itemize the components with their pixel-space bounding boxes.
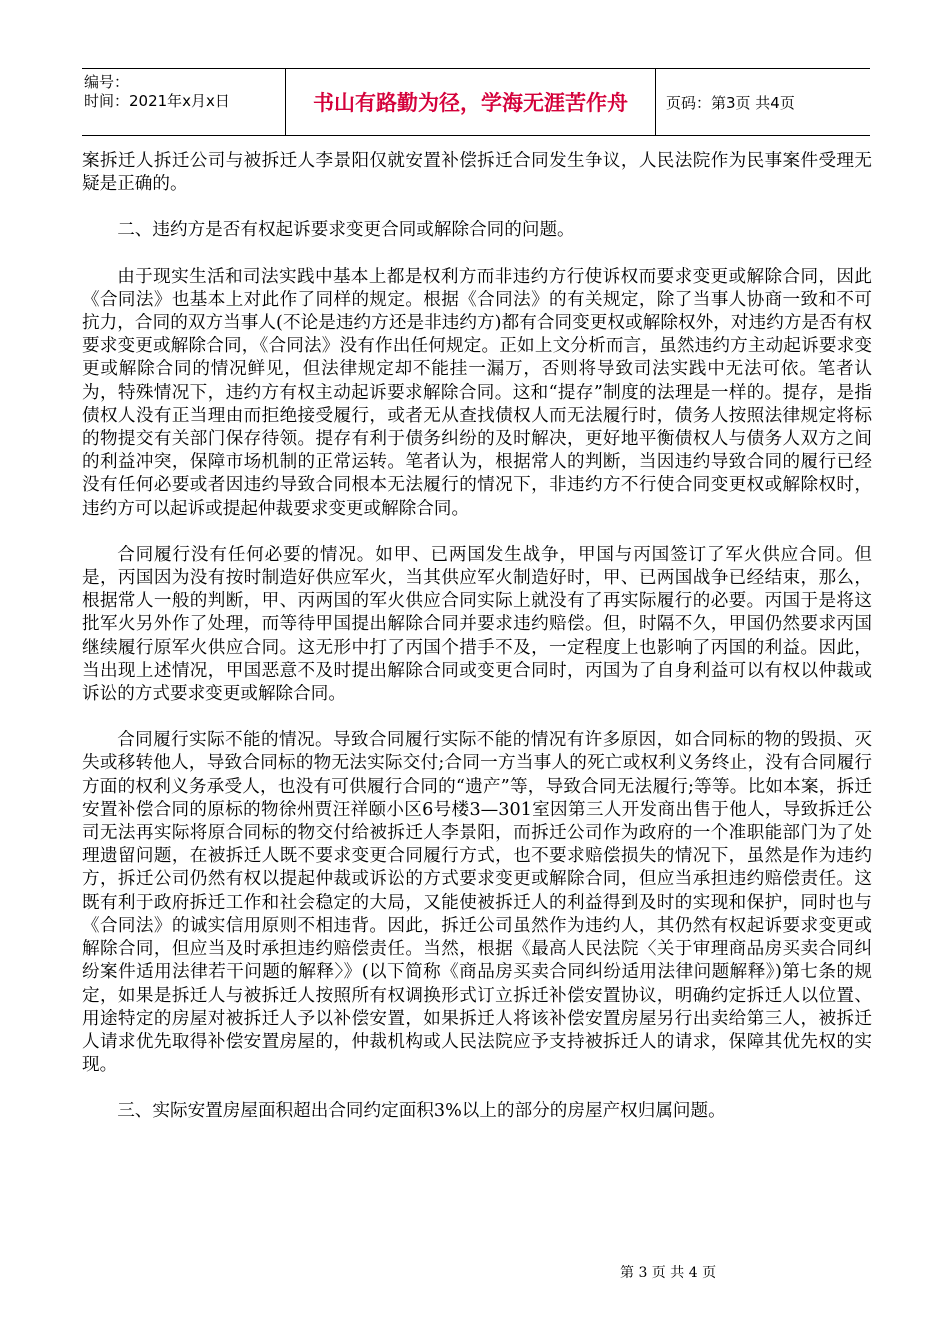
header-meta <box>82 69 286 135</box>
section-heading-3: 三、实际安置房屋面积超出合同约定面积3%以上的部分的房屋产权归属问题。 <box>117 1101 726 1122</box>
number-label: 编号： <box>84 73 130 91</box>
header-motto: 书山有路勤为径，学海无涯苦作舟 <box>286 69 656 135</box>
footer-page-number: 第 3 页 共 4 页 <box>620 1265 717 1281</box>
section-heading-2: 二、违约方是否有权起诉要求变更合同或解除合同的问题。 <box>117 220 575 241</box>
header-page-info: 页码：第3页 共4页 <box>666 93 795 112</box>
page-header <box>82 68 870 136</box>
document-body <box>82 150 872 1147</box>
date-label: 时间：2021年x月x日 <box>84 92 230 110</box>
paragraph-2: 由于现实生活和司法实践中基本上都是权利方而非违约方行使诉权而要求变更或解除合同，因此《合同法》也基本上对此作了同样的规定。根据《合同法》的有关规定，除了当事人协商一致和不可抗力，合同的双方当事人(不论是违约方还是非违约方)都有合同变更权或解除权外，对违约方是否有权要求变更或解除合同，《合同法》没有作出任何规定。正如上文分析而言，虽然违约方主动起诉要求变更或解除合同的情况鲜见，但法律规定却不能挂一漏万，否则将导致司法实践中无法可依。笔者认为，特殊情况下，违约方有权主动起诉要求解除合同。这和“提存”制度的法理是一样的。提存，是指债权人没有正当理由而拒绝接受履行，或者无从查找债权人而无法履行时，债务人按照法律规定将标的物提交有关部门保存待领。提存有利于债务纠纷的及时解决，更好地平衡债权人与债务人双方之间的利益冲突，保障市场机制的正常运转。笔者认为，根据常人的判断，当因违约导致合同的履行已经没有任何必要或者因违约导致合同根本无法履行的情况下，非违约方不行使合同变更权或解除权时，违约方可以起诉或提起仲裁要求变更或解除合同。 <box>82 266 872 519</box>
paragraph-3: 合同履行没有任何必要的情况。如甲、已两国发生战争，甲国与丙国签订了军火供应合同。但是，丙国因为没有按时制造好供应军火，当其供应军火制造好时，甲、已两国战争已经结束，那么，根据常人一般的判断，甲、丙两国的军火供应合同实际上就没有了再实际履行的必要。丙国于是将这批军火另外作了处理，而等待甲国提出解除合同并要求违约赔偿。但，时隔不久，甲国仍然要求丙国继续履行原军火供应合同。这无形中打了丙国个措手不及，一定程度上也影响了丙国的利益。因此，当出现上述情况，甲国恶意不及时提出解除合同或变更合同时，丙国为了自身利益可以有权以仲裁或诉讼的方式要求变更或解除合同。 <box>82 544 872 705</box>
paragraph-4: 合同履行实际不能的情况。导致合同履行实际不能的情况有许多原因，如合同标的物的毁损、灭失或移转他人，导致合同标的物无法实际交付;合同一方当事人的死亡或权利义务终止，没有合同履行方面的权利义务承受人，也没有可供履行合同的“遗产”等，导致合同无法履行;等等。比如本案，拆迁安置补偿合同的原标的物徐州贾汪祥颐小区6号楼3—301室因第三人开发商出售于他人，导致拆迁公司无法再实际将原合同标的物交付给被拆迁人李景阳，而拆迁公司作为政府的一个准职能部门为了处理遗留问题，在被拆迁人既不要求变更合同履行方式，也不要求赔偿损失的情况下，虽然是作为违约方，拆迁公司仍然有权以提起仲裁或诉讼的方式要求变更或解除合同，但应当承担违约赔偿责任。这既有利于政府拆迁工作和社会稳定的大局，又能使被拆迁人的利益得到及时的实现和保护，同时也与《合同法》的诚实信用原则不相违背。因此，拆迁公司虽然作为违约人，其仍然有权起诉要求变更或解除合同，但应当及时承担违约赔偿责任。当然，根据《最高人民法院〈关于审理商品房买卖合同纠纷案件适用法律若干问题的解释〉》(以下简称《商品房买卖合同纠纷适用法律问题解释》)第七条的规定，如果是拆迁人与被拆迁人按照所有权调换形式订立拆迁补偿安置协议，明确约定拆迁人以位置、用途特定的房屋对被拆迁人予以补偿安置，如果拆迁人将该补偿安置房屋另行出卖给第三人，被拆迁人请求优先取得补偿安置房屋的，仲裁机构或人民法院应予支持被拆迁人的请求，保障其优先权的实现。 <box>82 730 872 1076</box>
paragraph-1: 案拆迁人拆迁公司与被拆迁人李景阳仅就安置补偿拆迁合同发生争议，人民法院作为民事案件受理无疑是正确的。 <box>82 151 872 195</box>
